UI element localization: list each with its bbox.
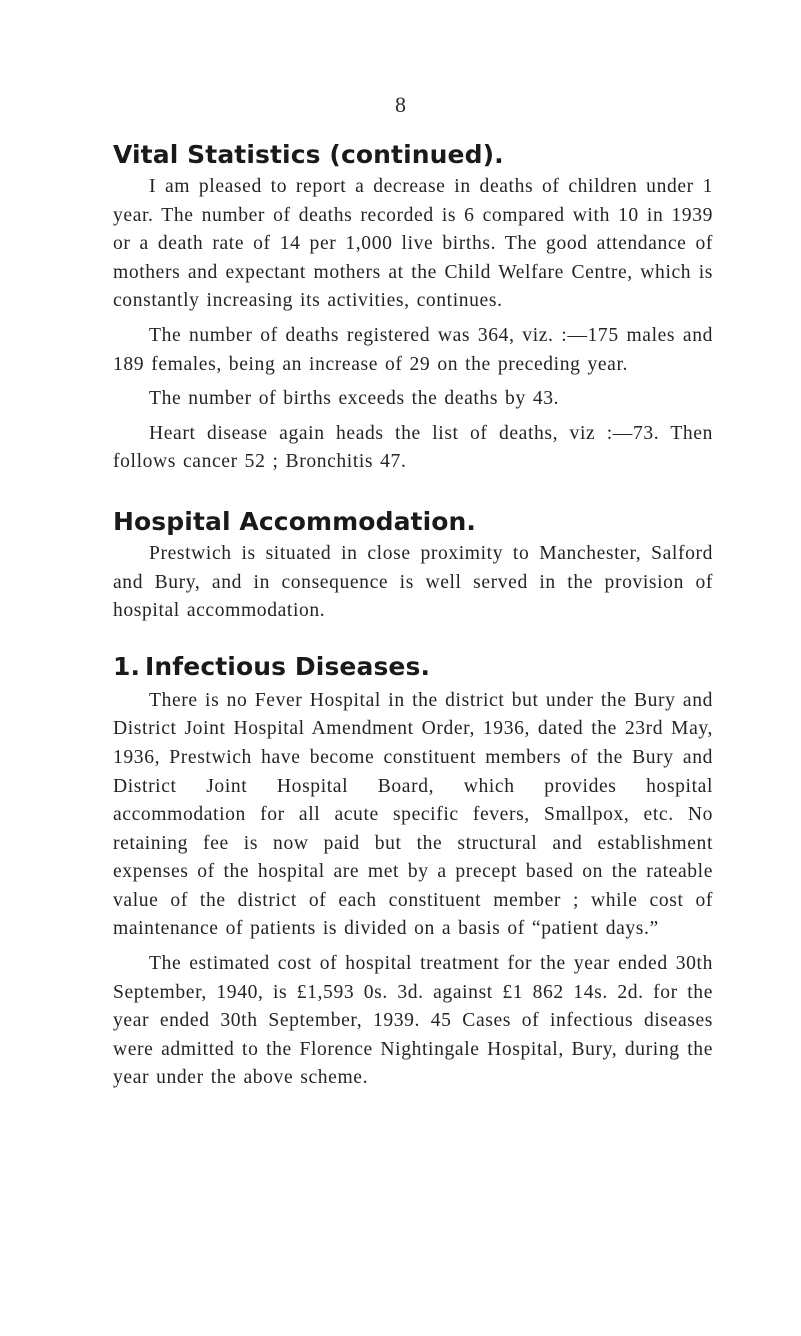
section-infectious-diseases (113, 652, 713, 1093)
paragraph-treatment-cost: The estimated cost of hospital treatment for the year ended 30th September, 1940, is £1,593 0s. 3d. against £1 862 14s. 2d. for the year ended 30th September, 1939. 45 Cases of infectious diseases were admitted to the Florence Nightingale Hospital, Bury, during the year under the above scheme. (113, 953, 713, 1089)
section-vital-statistics (113, 140, 713, 477)
section-heading-infectious-diseases (113, 652, 713, 681)
page-number: 8 (395, 92, 406, 117)
paragraph-causes-of-death: Heart disease again heads the list of deaths, viz :—73. Then follows cancer 52 ; Bronchitis 47. (113, 422, 713, 473)
paragraph-infant-deaths: I am pleased to report a decrease in deaths of children under 1 year. The number of deaths recorded is 6 compared with 10 in 1939 or a death rate of 14 per 1,000 live births. The good attendance of mothers and expectant mothers at the Child Welfare Centre, which is constantly increasing its activities, continues. (113, 176, 713, 312)
section-hospital-accommodation (113, 507, 713, 626)
paragraph-births-exceed: The number of births exceeds the deaths by 43. (149, 388, 560, 410)
paragraph-hospital-provision: Prestwich is situated in close proximity to Manchester, Salford and Bury, and in consequence is well served in the provision of hospital accommodation. (113, 542, 713, 622)
section-heading-text: Infectious Diseases. (145, 651, 431, 681)
paragraph-deaths-registered: The number of deaths registered was 364, viz. :—175 males and 189 females, being an increase of 29 on the preceding year. (113, 324, 713, 375)
section-number: 1. (113, 651, 141, 681)
section-heading-hospital-accommodation: Hospital Accommodation. (113, 506, 477, 536)
section-heading-vital-statistics: Vital Statistics (continued). (113, 140, 504, 169)
paragraph-joint-hospital: There is no Fever Hospital in the district but under the Bury and District Joint Hospital Amendment Order, 1936, dated the 23rd May, 1936, Prestwich have become constituent members of the Bury and District Joint Hospital Board, which provides hospital accommodation for all acute specific fevers, Smallpox, etc. No retaining fee is now paid but the structural and establishment expenses of the hospital are met by a precept based on the rateable value of the district of each constituent member ; while cost of maintenance of patients is divided on a basis of “patient days.” (113, 689, 713, 940)
document-body (113, 140, 713, 1093)
